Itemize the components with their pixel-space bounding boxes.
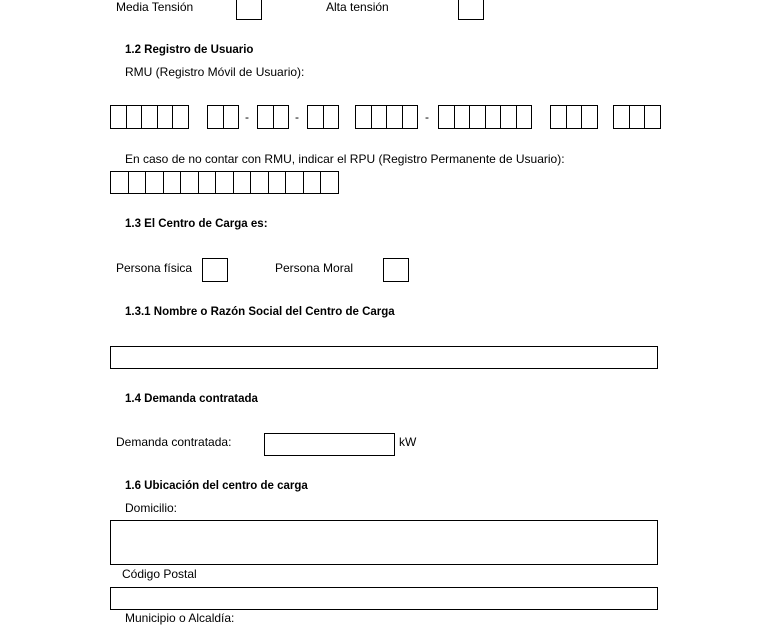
rmu-cell[interactable]	[581, 105, 598, 129]
rpu-cell[interactable]	[145, 171, 164, 194]
demanda-unit: kW	[399, 435, 417, 449]
rpu-cell[interactable]	[180, 171, 199, 194]
rpu-cell[interactable]	[233, 171, 252, 194]
alta-tension-label: Alta tensión	[326, 0, 389, 14]
rmu-dash-1: -	[245, 110, 249, 124]
rpu-cell[interactable]	[285, 171, 304, 194]
rmu-cell[interactable]	[223, 105, 240, 129]
domicilio-input[interactable]	[110, 520, 658, 565]
rmu-cell[interactable]	[207, 105, 224, 129]
rpu-cell[interactable]	[128, 171, 147, 194]
rmu-group-6[interactable]	[438, 105, 532, 129]
rmu-cell[interactable]	[438, 105, 455, 129]
rpu-cell[interactable]	[163, 171, 182, 194]
rmu-cell[interactable]	[371, 105, 388, 129]
rmu-group-3[interactable]	[257, 105, 289, 129]
rpu-cell[interactable]	[250, 171, 269, 194]
centro-heading: 1.3 El Centro de Carga es:	[125, 218, 268, 230]
rpu-label: En caso de no contar con RMU, indicar el RPU (Registro Permanente de Usuario):	[125, 152, 565, 166]
rmu-cell[interactable]	[550, 105, 567, 129]
nombre-input[interactable]	[110, 346, 658, 369]
rmu-cell[interactable]	[172, 105, 189, 129]
rpu-cell[interactable]	[110, 171, 129, 194]
rpu-cell[interactable]	[215, 171, 234, 194]
rmu-dash-3: -	[425, 110, 429, 124]
rmu-cell[interactable]	[323, 105, 340, 129]
demanda-input[interactable]	[264, 433, 395, 456]
rmu-cell[interactable]	[157, 105, 174, 129]
rpu-cell[interactable]	[303, 171, 322, 194]
alta-tension-checkbox[interactable]	[458, 0, 484, 20]
persona-moral-checkbox[interactable]	[383, 258, 409, 282]
rmu-label: RMU (Registro Móvil de Usuario):	[125, 65, 305, 79]
rpu-cell[interactable]	[198, 171, 217, 194]
rmu-group-8[interactable]	[613, 105, 661, 129]
rpu-cell[interactable]	[320, 171, 339, 194]
persona-moral-label: Persona Moral	[275, 261, 354, 275]
rmu-cell[interactable]	[386, 105, 403, 129]
rmu-cell[interactable]	[613, 105, 630, 129]
ubicacion-heading: 1.6 Ubicación del centro de carga	[125, 480, 308, 492]
rpu-cell[interactable]	[268, 171, 287, 194]
media-tension-checkbox[interactable]	[236, 0, 262, 20]
rmu-group-4[interactable]	[307, 105, 339, 129]
codigo-postal-label: Código Postal	[122, 567, 197, 581]
rmu-group-2[interactable]	[207, 105, 239, 129]
rmu-cell[interactable]	[307, 105, 324, 129]
demanda-heading: 1.4 Demanda contratada	[125, 393, 258, 405]
nombre-heading: 1.3.1 Nombre o Razón Social del Centro de Carga	[125, 306, 395, 318]
rmu-cell[interactable]	[273, 105, 290, 129]
rmu-cell[interactable]	[500, 105, 517, 129]
codigo-postal-input[interactable]	[110, 587, 658, 610]
rmu-cell[interactable]	[257, 105, 274, 129]
rmu-cell[interactable]	[566, 105, 583, 129]
rpu-cells[interactable]	[110, 171, 339, 195]
rmu-cell[interactable]	[402, 105, 419, 129]
rmu-cell[interactable]	[454, 105, 471, 129]
rmu-cell[interactable]	[516, 105, 533, 129]
rmu-dash-2: -	[295, 110, 299, 124]
rmu-cell[interactable]	[126, 105, 143, 129]
rmu-cell[interactable]	[355, 105, 372, 129]
media-tension-label: Media Tensión	[116, 0, 194, 14]
rmu-cell[interactable]	[485, 105, 502, 129]
rmu-group-7[interactable]	[550, 105, 598, 129]
persona-fisica-checkbox[interactable]	[202, 258, 228, 282]
rmu-group-5[interactable]	[355, 105, 418, 129]
rmu-group-1[interactable]	[110, 105, 189, 129]
domicilio-label: Domicilio:	[125, 501, 178, 515]
municipio-label: Municipio o Alcaldía:	[125, 611, 235, 625]
rmu-cell[interactable]	[110, 105, 127, 129]
demanda-label: Demanda contratada:	[116, 435, 232, 449]
persona-fisica-label: Persona física	[116, 261, 193, 275]
registro-heading: 1.2 Registro de Usuario	[125, 44, 254, 56]
rmu-cell[interactable]	[141, 105, 158, 129]
rmu-cell[interactable]	[469, 105, 486, 129]
rmu-cell[interactable]	[629, 105, 646, 129]
rmu-cell[interactable]	[644, 105, 661, 129]
